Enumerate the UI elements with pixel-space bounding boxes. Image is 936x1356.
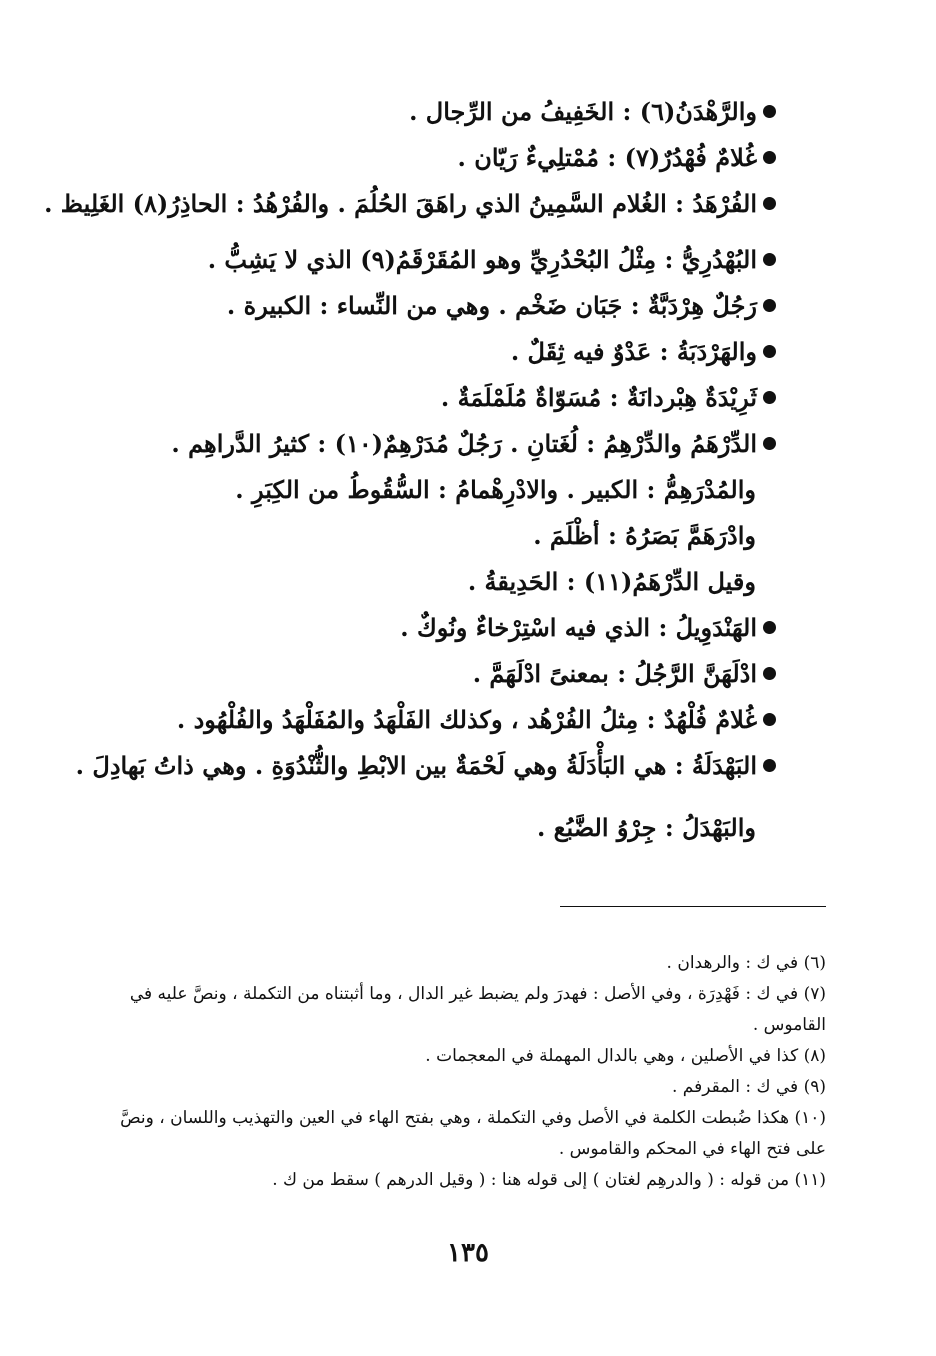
entry-text: وادْرَهَمَّ بَصَرُهُ : أظْلَمَ . bbox=[533, 521, 756, 550]
entry-continuation bbox=[96, 814, 776, 860]
bullet-icon bbox=[763, 391, 776, 404]
dictionary-entries bbox=[44, 97, 776, 860]
entry bbox=[96, 384, 776, 430]
footnote bbox=[106, 979, 826, 1041]
entry-text: والمُدْرَهِمُّ : الكبير . والادْرِهْمامُ : السُّقُوطُ من الكِبَرِ . bbox=[235, 475, 756, 504]
bullet-icon bbox=[763, 759, 776, 772]
entry-text: والرَّهْدَنُ(٦) : الخَفِيفُ من الرِّجال . bbox=[409, 97, 757, 126]
entry bbox=[96, 292, 776, 338]
bullet-icon bbox=[763, 299, 776, 312]
footnote-text: (٦) في ك : والرهدان . bbox=[666, 953, 826, 973]
footnote-text: (٩) في ك : المقرفم . bbox=[671, 1077, 826, 1097]
footnote bbox=[106, 1103, 826, 1165]
entry-text: والهَرْدَبَةُ : عَدْوٌ فيه ثِقَلٌ . bbox=[510, 337, 757, 366]
entry bbox=[96, 338, 776, 384]
entry-text: البَهْدَلَةُ : هي البَأْدَلَةُ وهي لَحْمَةٌ بين الابْطِ والثُّنْدُوَةِ . وهي ذاتُ بَهادِلَ . bbox=[75, 751, 757, 780]
entry-text: الفُرْهَدُ : الغُلام السَّمِينُ الذي راهَقَ الحُلُمَ . والفُرْهُدُ : الحاذِرُ(٨) الغَلِيظ . bbox=[44, 189, 757, 218]
entry bbox=[96, 144, 776, 190]
bullet-icon bbox=[763, 105, 776, 118]
entry bbox=[96, 660, 776, 706]
footnote bbox=[106, 1041, 826, 1072]
entry-continuation bbox=[96, 476, 776, 522]
footnote bbox=[106, 1165, 826, 1196]
bullet-icon bbox=[763, 345, 776, 358]
entry-text: غُلامٌ فُهْدُرٌ(٧) : مُمْتلِيءٌ رَيّان . bbox=[457, 143, 757, 172]
footnote-text: (١١) من قوله : ( والدرهِم لغتان ) إلى قوله هنا : ( وقيل الدرهم ) سقط من ك . bbox=[272, 1170, 826, 1190]
bullet-icon bbox=[763, 437, 776, 450]
footnote-text: (٨) كذا في الأصلين ، وهي بالدال المهملة في المعجمات . bbox=[425, 1046, 826, 1066]
entry-text: رَجُلٌ هِرْدَبَّةٌ : جَبَان ضَخْم . وهي من النِّساء : الكبيرة . bbox=[226, 291, 757, 320]
bullet-icon bbox=[763, 621, 776, 634]
entry-text: غُلامٌ فُلْهُدٌ : مِثلُ الفُرْهُد ، وكذلك الفَلْهَدُ والمُفَلْهَدُ والفُلْهُود . bbox=[176, 705, 757, 734]
entry bbox=[75, 751, 776, 814]
entry-text: والبَهْدَلُ : جِرْوُ الضَّبُع . bbox=[536, 813, 756, 842]
bullet-icon bbox=[763, 197, 776, 210]
footnote-text: (١٠) هكذا ضُبطت الكلمة في الأصل وفي التكملة ، وهي بفتح الهاء في العين والتهذيب واللسان ، ونصَّ على فتح الهاء في المحكم والقاموس . bbox=[120, 1108, 826, 1159]
entry bbox=[96, 706, 776, 752]
bullet-icon bbox=[763, 667, 776, 680]
entry-text: ادْلَهَنَّ الرَّجُلُ : بمعنىً ادْلَهَمَّ . bbox=[472, 659, 757, 688]
entry bbox=[96, 430, 776, 476]
page-number: ١٣٥ bbox=[447, 1238, 489, 1268]
entry bbox=[44, 189, 776, 246]
entry-text: الهَنْدَوِيلُ : الذي فيه اسْتِرْخاءٌ ونُوكٌ . bbox=[400, 613, 757, 642]
footnote bbox=[106, 948, 826, 979]
entry-text: وقيل الدِّرْهَمُ(١١) : الحَدِيقةُ . bbox=[467, 567, 756, 596]
entry-text: البُهْدُرِيُّ : مِثْلُ البُحْدُرِيِّ وهو المُقَرْقَمُ(٩) الذي لا يَشِبُّ . bbox=[207, 245, 757, 274]
bullet-icon bbox=[763, 713, 776, 726]
entry-continuation bbox=[96, 522, 776, 568]
entry bbox=[96, 614, 776, 660]
entry-text: ثَرِيْدَةٌ هِبْردانَةٌ : مُسَوّاةٌ مُلَمْلَمَةٌ . bbox=[440, 383, 757, 412]
entry-text: الدِّرْهَمُ والدِّرْهِمُ : لُغَتانِ . رَجُلٌ مُدَرْهِمٌ(١٠) : كثيرُ الدَّراهِم . bbox=[171, 429, 757, 458]
bullet-icon bbox=[763, 253, 776, 266]
entry-continuation bbox=[96, 568, 776, 614]
footnotes bbox=[106, 948, 826, 1196]
footnote-text: (٧) في ك : فَهْدِرَة ، وفي الأصل : فهدرَ ولم يضبط غير الدال ، وما أثبتناه من التكملة ، ونصَّ عليه في القاموس . bbox=[129, 984, 826, 1035]
entry bbox=[96, 246, 776, 292]
bullet-icon bbox=[763, 151, 776, 164]
footnote-separator-rule bbox=[560, 906, 826, 907]
entry bbox=[96, 98, 776, 144]
footnote bbox=[106, 1072, 826, 1103]
